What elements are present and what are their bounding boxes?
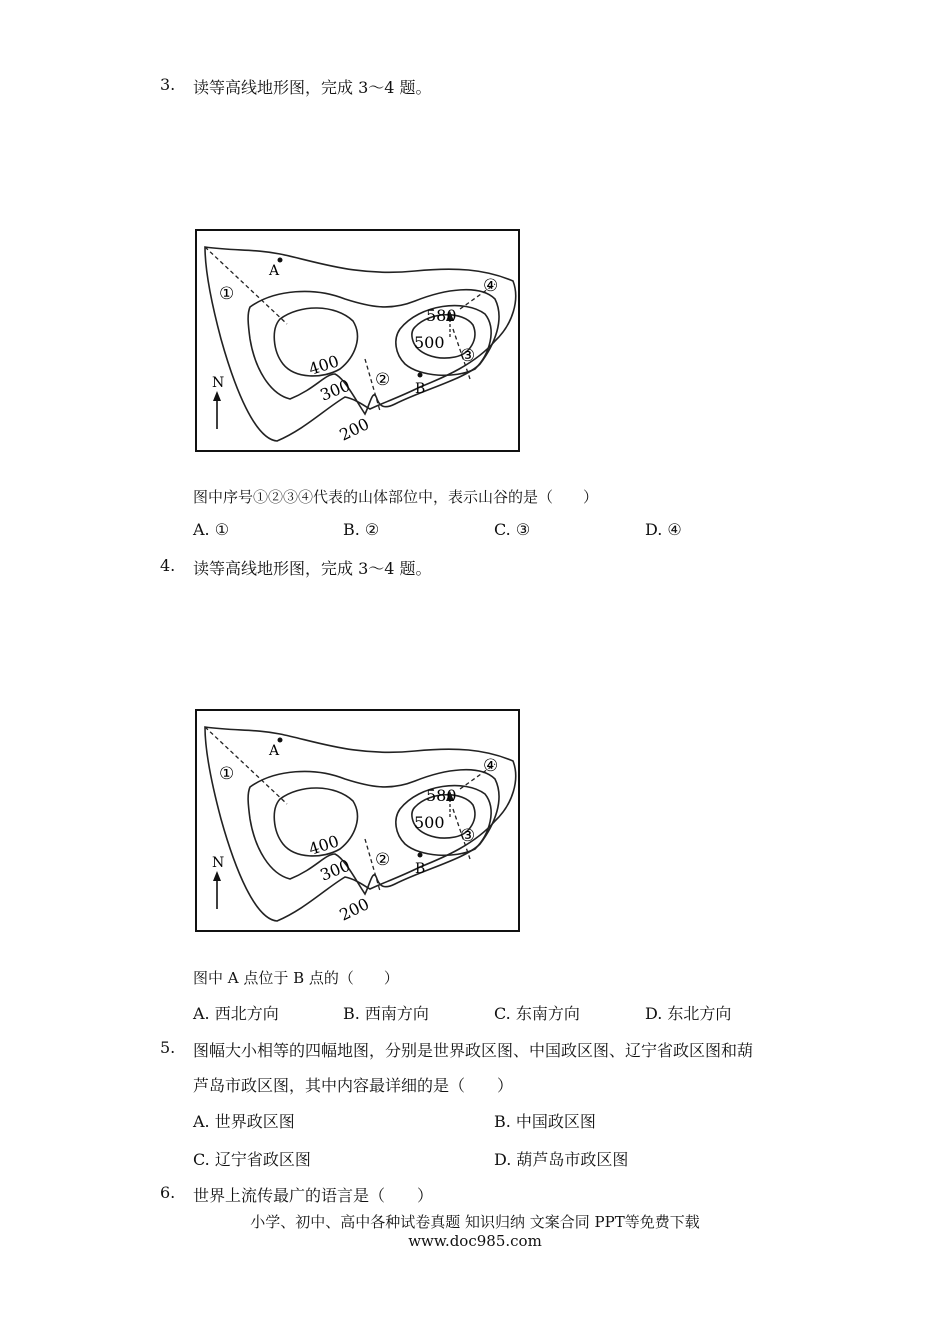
contour-label-400: 400 <box>306 831 342 859</box>
point-b-label: B <box>415 381 426 397</box>
question-4-option-b[interactable]: B. 西南方向 <box>343 1004 429 1023</box>
question-4-option-c[interactable]: C. 东南方向 <box>494 1004 580 1023</box>
contour-label-580: 580 <box>426 786 457 805</box>
question-3-sub: 图中序号①②③④代表的山体部位中，表示山谷的是（ ） <box>193 488 599 506</box>
marker-3: ③ <box>460 826 476 846</box>
contour-map-2 <box>195 709 521 933</box>
question-5-option-a[interactable]: A. 世界政区图 <box>193 1112 295 1131</box>
question-3-option-b[interactable]: B. ② <box>343 520 380 539</box>
point-b-dot <box>418 373 423 378</box>
question-6-stem: 世界上流传最广的语言是（ ） <box>193 1186 434 1205</box>
contour-label-400: 400 <box>306 351 342 379</box>
question-5-stem-line2: 芦岛市政区图，其中内容最详细的是（ ） <box>193 1076 514 1095</box>
point-a-label: A <box>269 263 280 279</box>
contour-label-580: 580 <box>426 306 457 325</box>
contour-label-200: 200 <box>336 894 373 925</box>
marker-1: ① <box>219 764 235 784</box>
contour-map-1 <box>195 229 521 453</box>
marker-1: ① <box>219 284 235 304</box>
point-a-label: A <box>269 743 280 759</box>
question-4-option-a[interactable]: A. 西北方向 <box>193 1004 279 1023</box>
question-5-option-d[interactable]: D. 葫芦岛市政区图 <box>494 1150 629 1169</box>
marker-4: ④ <box>483 756 499 776</box>
question-4-sub: 图中 A 点位于 B 点的（ ） <box>193 969 399 987</box>
question-3-option-a[interactable]: A. ① <box>193 520 230 539</box>
footer-line-1: 小学、初中、高中各种试卷真题 知识归纳 文案合同 PPT等免费下载 <box>250 1213 700 1231</box>
question-6-number: 6. <box>160 1183 176 1202</box>
point-b-dot <box>418 853 423 858</box>
contour-label-300: 300 <box>317 855 353 885</box>
footer-url[interactable]: www.doc985.com <box>408 1232 542 1250</box>
question-4-option-d[interactable]: D. 东北方向 <box>645 1004 732 1023</box>
north-label: N <box>212 855 225 871</box>
question-3-stem: 读等高线地形图，完成 3～4 题。 <box>193 78 432 97</box>
north-label: N <box>212 375 225 391</box>
contour-label-300: 300 <box>317 375 353 405</box>
question-4-stem: 读等高线地形图，完成 3～4 题。 <box>193 559 432 578</box>
question-5-option-c[interactable]: C. 辽宁省政区图 <box>193 1150 311 1169</box>
marker-3: ③ <box>460 346 476 366</box>
question-3-option-c[interactable]: C. ③ <box>494 520 531 539</box>
contour-map-svg <box>195 229 521 453</box>
contour-map-svg <box>195 709 521 933</box>
contour-label-200: 200 <box>336 414 373 445</box>
point-b-label: B <box>415 861 426 877</box>
marker-2: ② <box>375 850 391 870</box>
contour-label-500: 500 <box>414 813 445 832</box>
question-5-option-b[interactable]: B. 中国政区图 <box>494 1112 596 1131</box>
question-3-number: 3. <box>160 75 176 94</box>
question-5-number: 5. <box>160 1038 176 1057</box>
marker-2: ② <box>375 370 391 390</box>
question-3-option-d[interactable]: D. ④ <box>645 520 682 539</box>
point-a-dot <box>278 258 283 263</box>
question-4-number: 4. <box>160 556 176 575</box>
point-a-dot <box>278 738 283 743</box>
marker-4: ④ <box>483 276 499 296</box>
contour-label-500: 500 <box>414 333 445 352</box>
question-5-stem-line1: 图幅大小相等的四幅地图，分别是世界政区图、中国政区图、辽宁省政区图和葫 <box>193 1041 754 1060</box>
